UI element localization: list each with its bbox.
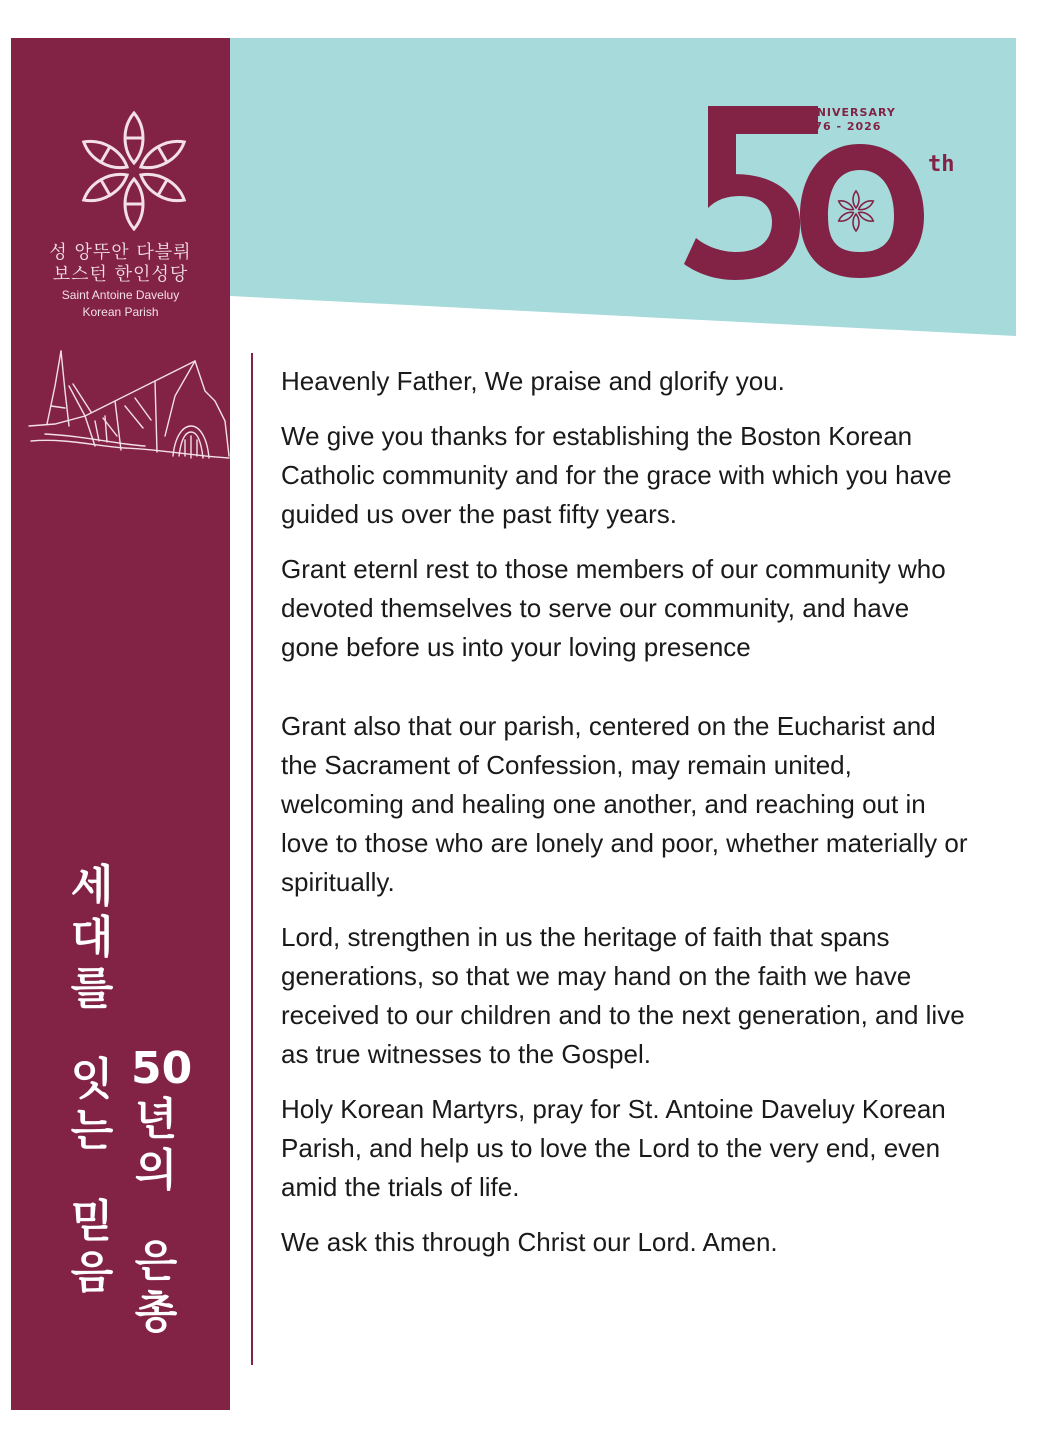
prayer-paragraph-6: Holy Korean Martyrs, pray for St. Antoine Daveluy Korean Parish, and help us to love the Lord to the very end, even amid the trials of life.: [281, 1094, 946, 1202]
church-sketch-icon: [25, 346, 231, 476]
vertical-divider: [251, 353, 253, 1365]
motto-char: 음: [70, 1247, 114, 1298]
anniversary-label: ANNIVERSARY: [797, 106, 896, 119]
motto-column-1: [67, 863, 117, 1300]
motto-char: 는: [70, 1105, 114, 1156]
motto-gap: [67, 1158, 117, 1198]
prayer-paragraph-2: We give you thanks for establishing the Boston Korean Catholic community and for the grace with which you have guided us over the past fifty years.: [281, 421, 952, 529]
prayer-text: [281, 362, 971, 1278]
fish-flower-logo-icon: [74, 104, 194, 238]
motto-char: 은: [134, 1236, 178, 1287]
motto-char: 믿: [70, 1196, 114, 1247]
prayer-paragraph-5: Lord, strengthen in us the heritage of faith that spans generations, so that we may hand on the faith we have received to our children and to the next generation, and live as true witnesses to the Gospel.: [281, 922, 965, 1069]
prayer-paragraph-3: Grant eternl rest to those members of our community who devoted themselves to serve our community, and have gone before us into your loving presence: [281, 554, 946, 662]
anniversary-suffix: th: [928, 152, 955, 177]
parish-name-english-line1: Saint Antoine Daveluy: [61, 288, 180, 302]
motto-char: 를: [70, 963, 114, 1014]
parish-name-korean-line2: 보스턴 한인성당: [52, 264, 189, 285]
motto-gap: [67, 1016, 117, 1056]
motto-char: 세: [70, 861, 114, 912]
motto-char: 의: [134, 1145, 178, 1196]
prayer-paragraph-7: We ask this through Christ our Lord. Amen.: [281, 1227, 778, 1257]
parish-name-korean-line1: 성 앙뚜안 다블뤼: [49, 242, 192, 263]
motto-column-2: [131, 1043, 193, 1340]
anniversary-years: 1976 - 2026: [797, 120, 882, 133]
sidebar: [11, 38, 230, 1410]
prayer-paragraph-1: Heavenly Father, We praise and glorify you.: [281, 366, 785, 396]
motto-char: 대: [70, 912, 114, 963]
motto-char: 잇: [70, 1054, 114, 1105]
prayer-paragraph-4: Grant also that our parish, centered on the Eucharist and the Sacrament of Confession, may remain united, welcoming and healing one another, and reaching out in love to those who are lonely and poor, whether materially or spiritually.: [281, 711, 968, 897]
motto-char: 50: [131, 1043, 193, 1094]
motto-char: 년: [134, 1094, 178, 1145]
motto-gap: [131, 1198, 181, 1238]
motto-char: 총: [134, 1287, 178, 1338]
parish-name-english-line2: Korean Parish: [82, 305, 159, 319]
